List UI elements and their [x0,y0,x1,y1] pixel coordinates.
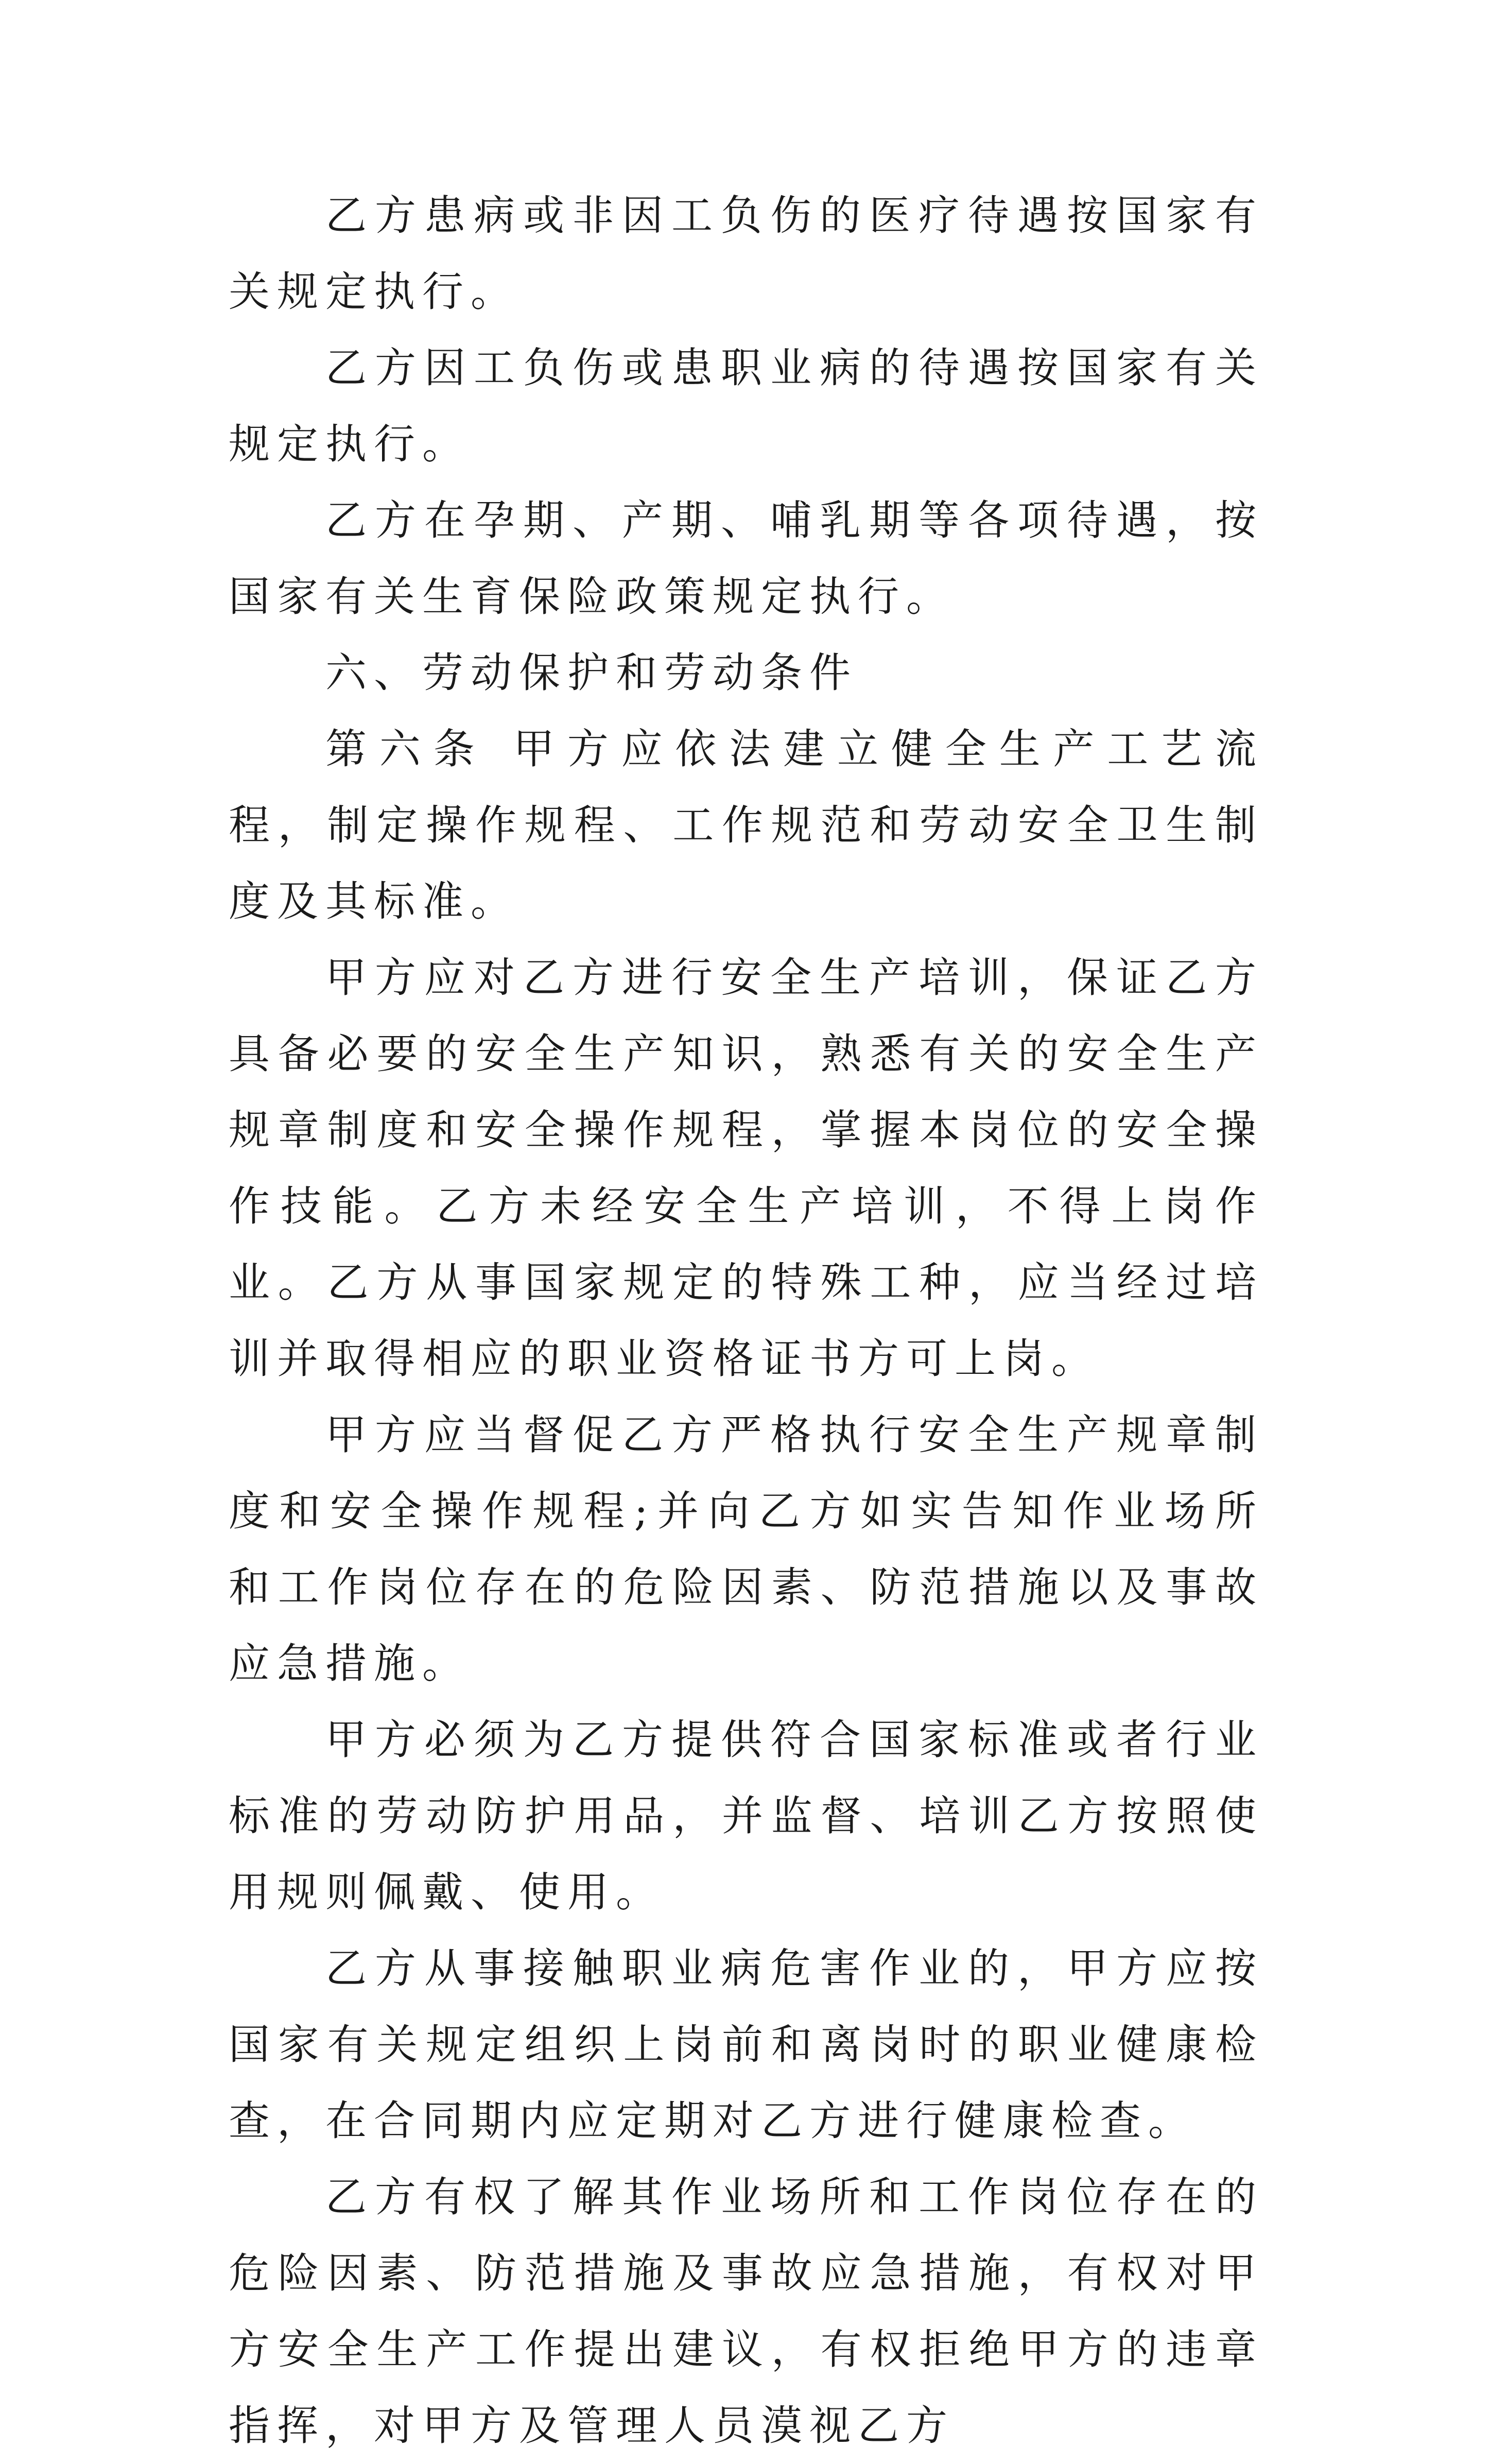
paragraph-safety-supervision: 甲方应当督促乙方严格执行安全生产规章制度和安全操作规程;并向乙方如实告知作业场所和工作岗位存在的危险因素、防范措施以及事故应急措施。 [229,1411,1263,1687]
document-body [229,178,1263,2450]
paragraph-worker-rights: 乙方有权了解其作业场所和工作岗位存在的危险因素、防范措施及事故应急措施，有权对甲方安全生产工作提出建议，有权拒绝甲方的违章指挥，对甲方及管理人员漠视乙方 [229,2173,1263,2450]
paragraph-safety-training: 甲方应对乙方进行安全生产培训，保证乙方具备必要的安全生产知识，熟悉有关的安全生产规章制度和安全操作规程，掌握本岗位的安全操作技能。乙方未经安全生产培训，不得上岗作业。乙方从事国家规定的特殊工种，应当经过培训并取得相应的职业资格证书方可上岗。 [229,954,1263,1383]
paragraph-protective-equipment: 甲方必须为乙方提供符合国家标准或者行业标准的劳动防护用品，并监督、培训乙方按照使用规则佩戴、使用。 [229,1716,1263,1916]
section-heading-labor-protection: 六、劳动保护和劳动条件 [325,649,858,697]
paragraph-work-injury: 乙方因工负伤或患职业病的待遇按国家有关规定执行。 [229,344,1263,468]
paragraph-health-examination: 乙方从事接触职业病危害作业的，甲方应按国家有关规定组织上岗前和离岗时的职业健康检查，在合同期内应定期对乙方进行健康检查。 [229,1944,1263,2145]
paragraph-article-six: 第六条 甲方应依法建立健全生产工艺流程，制定操作规程、工作规范和劳动安全卫生制度及其标准。 [229,725,1263,925]
paragraph-maternity: 乙方在孕期、产期、哺乳期等各项待遇，按国家有关生育保险政策规定执行。 [229,496,1263,621]
paragraph-medical-treatment: 乙方患病或非因工负伤的医疗待遇按国家有关规定执行。 [229,192,1263,316]
